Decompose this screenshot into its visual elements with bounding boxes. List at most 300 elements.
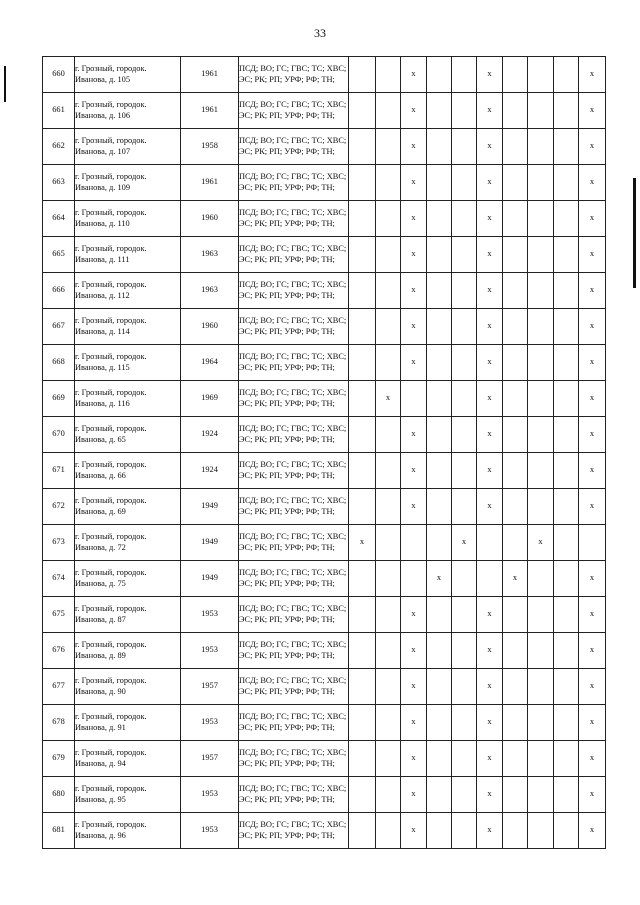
year-cell: 1958 — [181, 129, 239, 165]
table-row — [43, 705, 606, 741]
mark-cell-3: x — [401, 93, 427, 129]
year-cell: 1961 — [181, 165, 239, 201]
mark-cell-5 — [452, 237, 477, 273]
register-table — [42, 56, 606, 849]
mark-cell-6: x — [477, 93, 503, 129]
mark-cell-7 — [503, 597, 528, 633]
mark-cell-7 — [503, 93, 528, 129]
table-row — [43, 57, 606, 93]
mark-cell-4 — [427, 597, 452, 633]
mark-cell-8 — [528, 705, 554, 741]
mark-cell-5 — [452, 777, 477, 813]
mark-cell-5 — [452, 705, 477, 741]
mark-cell-8 — [528, 777, 554, 813]
row-number-cell: 670 — [43, 417, 75, 453]
row-number-cell: 673 — [43, 525, 75, 561]
address-cell: г. Грозный, городок. Иванова, д. 116 — [75, 381, 181, 417]
row-number-cell: 664 — [43, 201, 75, 237]
address-cell: г. Грозный, городок. Иванова, д. 65 — [75, 417, 181, 453]
mark-cell-1 — [349, 813, 376, 849]
works-list-cell: ПСД; ВО; ГС; ГВС; ТС; ХВС; ЭС; РК; РП; УРФ; РФ; ТН; — [239, 669, 349, 705]
mark-cell-2: x — [376, 381, 401, 417]
mark-cell-2 — [376, 453, 401, 489]
mark-cell-4 — [427, 129, 452, 165]
mark-cell-10: x — [579, 309, 606, 345]
works-list-cell: ПСД; ВО; ГС; ГВС; ТС; ХВС; ЭС; РК; РП; УРФ; РФ; ТН; — [239, 201, 349, 237]
mark-cell-2 — [376, 345, 401, 381]
works-list-cell: ПСД; ВО; ГС; ГВС; ТС; ХВС; ЭС; РК; РП; УРФ; РФ; ТН; — [239, 741, 349, 777]
table-row — [43, 273, 606, 309]
mark-cell-9 — [554, 309, 579, 345]
mark-cell-10: x — [579, 165, 606, 201]
mark-cell-9 — [554, 597, 579, 633]
mark-cell-8 — [528, 417, 554, 453]
mark-cell-2 — [376, 633, 401, 669]
mark-cell-4 — [427, 237, 452, 273]
mark-cell-1 — [349, 489, 376, 525]
mark-cell-1 — [349, 129, 376, 165]
year-cell: 1961 — [181, 57, 239, 93]
mark-cell-5 — [452, 741, 477, 777]
year-cell: 1949 — [181, 561, 239, 597]
mark-cell-1 — [349, 597, 376, 633]
works-list-cell: ПСД; ВО; ГС; ГВС; ТС; ХВС; ЭС; РК; РП; УРФ; РФ; ТН; — [239, 453, 349, 489]
mark-cell-4 — [427, 705, 452, 741]
mark-cell-5 — [452, 381, 477, 417]
mark-cell-6: x — [477, 57, 503, 93]
mark-cell-8 — [528, 633, 554, 669]
mark-cell-2 — [376, 597, 401, 633]
works-list-cell: ПСД; ВО; ГС; ГВС; ТС; ХВС; ЭС; РК; РП; УРФ; РФ; ТН; — [239, 561, 349, 597]
mark-cell-5 — [452, 813, 477, 849]
mark-cell-4 — [427, 165, 452, 201]
mark-cell-6: x — [477, 417, 503, 453]
works-list-cell: ПСД; ВО; ГС; ГВС; ТС; ХВС; ЭС; РК; РП; УРФ; РФ; ТН; — [239, 345, 349, 381]
address-cell: г. Грозный, городок. Иванова, д. 95 — [75, 777, 181, 813]
mark-cell-2 — [376, 165, 401, 201]
mark-cell-8 — [528, 57, 554, 93]
mark-cell-5 — [452, 417, 477, 453]
mark-cell-6: x — [477, 777, 503, 813]
mark-cell-9 — [554, 201, 579, 237]
page-number: 33 — [314, 26, 326, 40]
address-cell: г. Грозный, городок. Иванова, д. 89 — [75, 633, 181, 669]
mark-cell-3: x — [401, 417, 427, 453]
year-cell: 1949 — [181, 489, 239, 525]
mark-cell-2 — [376, 129, 401, 165]
mark-cell-5 — [452, 93, 477, 129]
mark-cell-3: x — [401, 813, 427, 849]
mark-cell-1 — [349, 705, 376, 741]
year-cell: 1969 — [181, 381, 239, 417]
mark-cell-6: x — [477, 489, 503, 525]
table-row — [43, 309, 606, 345]
mark-cell-1 — [349, 345, 376, 381]
mark-cell-4 — [427, 453, 452, 489]
mark-cell-9 — [554, 237, 579, 273]
mark-cell-7 — [503, 741, 528, 777]
mark-cell-2 — [376, 237, 401, 273]
address-cell: г. Грозный, городок. Иванова, д. 66 — [75, 453, 181, 489]
mark-cell-8 — [528, 201, 554, 237]
mark-cell-7 — [503, 633, 528, 669]
mark-cell-7 — [503, 381, 528, 417]
year-cell: 1953 — [181, 633, 239, 669]
mark-cell-7 — [503, 453, 528, 489]
address-cell: г. Грозный, городок. Иванова, д. 110 — [75, 201, 181, 237]
row-number-cell: 666 — [43, 273, 75, 309]
address-cell: г. Грозный, городок. Иванова, д. 90 — [75, 669, 181, 705]
mark-cell-2 — [376, 669, 401, 705]
mark-cell-5 — [452, 597, 477, 633]
row-number-cell: 669 — [43, 381, 75, 417]
mark-cell-10: x — [579, 237, 606, 273]
address-cell: г. Грозный, городок. Иванова, д. 69 — [75, 489, 181, 525]
mark-cell-10: x — [579, 273, 606, 309]
mark-cell-8 — [528, 237, 554, 273]
mark-cell-1 — [349, 453, 376, 489]
mark-cell-7 — [503, 705, 528, 741]
mark-cell-5 — [452, 633, 477, 669]
mark-cell-7 — [503, 489, 528, 525]
works-list-cell: ПСД; ВО; ГС; ГВС; ТС; ХВС; ЭС; РК; РП; УРФ; РФ; ТН; — [239, 705, 349, 741]
mark-cell-3: x — [401, 741, 427, 777]
mark-cell-3 — [401, 381, 427, 417]
mark-cell-6: x — [477, 453, 503, 489]
mark-cell-3: x — [401, 57, 427, 93]
row-number-cell: 675 — [43, 597, 75, 633]
mark-cell-2 — [376, 705, 401, 741]
mark-cell-3: x — [401, 705, 427, 741]
mark-cell-6: x — [477, 129, 503, 165]
address-cell: г. Грозный, городок. Иванова, д. 109 — [75, 165, 181, 201]
works-list-cell: ПСД; ВО; ГС; ГВС; ТС; ХВС; ЭС; РК; РП; УРФ; РФ; ТН; — [239, 237, 349, 273]
mark-cell-4 — [427, 417, 452, 453]
mark-cell-1 — [349, 417, 376, 453]
year-cell: 1963 — [181, 273, 239, 309]
mark-cell-9 — [554, 453, 579, 489]
mark-cell-4 — [427, 273, 452, 309]
mark-cell-7 — [503, 777, 528, 813]
mark-cell-1 — [349, 561, 376, 597]
mark-cell-3: x — [401, 597, 427, 633]
mark-cell-9 — [554, 93, 579, 129]
mark-cell-7 — [503, 669, 528, 705]
mark-cell-1 — [349, 633, 376, 669]
works-list-cell: ПСД; ВО; ГС; ГВС; ТС; ХВС; ЭС; РК; РП; УРФ; РФ; ТН; — [239, 525, 349, 561]
mark-cell-8 — [528, 813, 554, 849]
mark-cell-8: x — [528, 525, 554, 561]
mark-cell-6: x — [477, 309, 503, 345]
mark-cell-4 — [427, 201, 452, 237]
mark-cell-6: x — [477, 813, 503, 849]
works-list-cell: ПСД; ВО; ГС; ГВС; ТС; ХВС; ЭС; РК; РП; УРФ; РФ; ТН; — [239, 165, 349, 201]
mark-cell-4 — [427, 525, 452, 561]
address-cell: г. Грозный, городок. Иванова, д. 105 — [75, 57, 181, 93]
mark-cell-5 — [452, 669, 477, 705]
table-row — [43, 201, 606, 237]
mark-cell-10: x — [579, 201, 606, 237]
row-number-cell: 660 — [43, 57, 75, 93]
mark-cell-7 — [503, 57, 528, 93]
mark-cell-4: x — [427, 561, 452, 597]
mark-cell-5 — [452, 201, 477, 237]
row-number-cell: 667 — [43, 309, 75, 345]
register-body — [43, 57, 606, 849]
mark-cell-8 — [528, 165, 554, 201]
mark-cell-1 — [349, 381, 376, 417]
address-cell: г. Грозный, городок. Иванова, д. 75 — [75, 561, 181, 597]
mark-cell-5 — [452, 129, 477, 165]
year-cell: 1961 — [181, 93, 239, 129]
mark-cell-8 — [528, 489, 554, 525]
mark-cell-5 — [452, 165, 477, 201]
row-number-cell: 681 — [43, 813, 75, 849]
mark-cell-7 — [503, 237, 528, 273]
year-cell: 1960 — [181, 309, 239, 345]
row-number-cell: 680 — [43, 777, 75, 813]
works-list-cell: ПСД; ВО; ГС; ГВС; ТС; ХВС; ЭС; РК; РП; УРФ; РФ; ТН; — [239, 93, 349, 129]
row-number-cell: 677 — [43, 669, 75, 705]
mark-cell-3: x — [401, 237, 427, 273]
mark-cell-8 — [528, 381, 554, 417]
year-cell: 1924 — [181, 453, 239, 489]
mark-cell-6: x — [477, 345, 503, 381]
mark-cell-9 — [554, 813, 579, 849]
mark-cell-1 — [349, 669, 376, 705]
mark-cell-7 — [503, 165, 528, 201]
address-cell: г. Грозный, городок. Иванова, д. 112 — [75, 273, 181, 309]
mark-cell-7 — [503, 345, 528, 381]
row-number-cell: 674 — [43, 561, 75, 597]
row-number-cell: 668 — [43, 345, 75, 381]
mark-cell-6: x — [477, 201, 503, 237]
mark-cell-9 — [554, 777, 579, 813]
mark-cell-9 — [554, 273, 579, 309]
mark-cell-8 — [528, 345, 554, 381]
mark-cell-10 — [579, 525, 606, 561]
mark-cell-3 — [401, 525, 427, 561]
mark-cell-2 — [376, 813, 401, 849]
mark-cell-1 — [349, 741, 376, 777]
mark-cell-2 — [376, 57, 401, 93]
year-cell: 1953 — [181, 813, 239, 849]
address-cell: г. Грозный, городок. Иванова, д. 114 — [75, 309, 181, 345]
mark-cell-2 — [376, 489, 401, 525]
address-cell: г. Грозный, городок. Иванова, д. 87 — [75, 597, 181, 633]
mark-cell-7 — [503, 273, 528, 309]
table-row — [43, 741, 606, 777]
mark-cell-2 — [376, 201, 401, 237]
works-list-cell: ПСД; ВО; ГС; ГВС; ТС; ХВС; ЭС; РК; РП; УРФ; РФ; ТН; — [239, 273, 349, 309]
year-cell: 1953 — [181, 597, 239, 633]
mark-cell-10: x — [579, 705, 606, 741]
mark-cell-2 — [376, 273, 401, 309]
mark-cell-6: x — [477, 237, 503, 273]
scan-edge-mark-right — [633, 178, 636, 288]
mark-cell-3: x — [401, 777, 427, 813]
mark-cell-10: x — [579, 741, 606, 777]
mark-cell-2 — [376, 777, 401, 813]
mark-cell-4 — [427, 57, 452, 93]
row-number-cell: 661 — [43, 93, 75, 129]
mark-cell-8 — [528, 93, 554, 129]
works-list-cell: ПСД; ВО; ГС; ГВС; ТС; ХВС; ЭС; РК; РП; УРФ; РФ; ТН; — [239, 597, 349, 633]
mark-cell-6: x — [477, 633, 503, 669]
mark-cell-1 — [349, 165, 376, 201]
mark-cell-7 — [503, 129, 528, 165]
mark-cell-9 — [554, 561, 579, 597]
mark-cell-6: x — [477, 165, 503, 201]
table-row — [43, 525, 606, 561]
address-cell: г. Грозный, городок. Иванова, д. 96 — [75, 813, 181, 849]
mark-cell-8 — [528, 129, 554, 165]
mark-cell-3: x — [401, 309, 427, 345]
mark-cell-10: x — [579, 489, 606, 525]
mark-cell-10: x — [579, 597, 606, 633]
mark-cell-4 — [427, 741, 452, 777]
mark-cell-5 — [452, 273, 477, 309]
mark-cell-8 — [528, 453, 554, 489]
row-number-cell: 662 — [43, 129, 75, 165]
mark-cell-9 — [554, 669, 579, 705]
mark-cell-4 — [427, 345, 452, 381]
mark-cell-4 — [427, 489, 452, 525]
mark-cell-3: x — [401, 453, 427, 489]
mark-cell-6: x — [477, 669, 503, 705]
mark-cell-4 — [427, 777, 452, 813]
table-row — [43, 345, 606, 381]
mark-cell-4 — [427, 669, 452, 705]
mark-cell-3: x — [401, 345, 427, 381]
row-number-cell: 676 — [43, 633, 75, 669]
table-row — [43, 165, 606, 201]
mark-cell-5 — [452, 453, 477, 489]
mark-cell-10: x — [579, 813, 606, 849]
year-cell: 1960 — [181, 201, 239, 237]
year-cell: 1949 — [181, 525, 239, 561]
works-list-cell: ПСД; ВО; ГС; ГВС; ТС; ХВС; ЭС; РК; РП; УРФ; РФ; ТН; — [239, 381, 349, 417]
row-number-cell: 663 — [43, 165, 75, 201]
mark-cell-3: x — [401, 489, 427, 525]
mark-cell-1 — [349, 237, 376, 273]
mark-cell-4 — [427, 813, 452, 849]
mark-cell-3: x — [401, 273, 427, 309]
mark-cell-3: x — [401, 165, 427, 201]
scan-edge-mark-left — [4, 66, 6, 102]
row-number-cell: 665 — [43, 237, 75, 273]
table-row — [43, 417, 606, 453]
mark-cell-1 — [349, 57, 376, 93]
mark-cell-10: x — [579, 129, 606, 165]
mark-cell-10: x — [579, 777, 606, 813]
mark-cell-2 — [376, 741, 401, 777]
works-list-cell: ПСД; ВО; ГС; ГВС; ТС; ХВС; ЭС; РК; РП; УРФ; РФ; ТН; — [239, 633, 349, 669]
mark-cell-7 — [503, 813, 528, 849]
table-row — [43, 633, 606, 669]
mark-cell-10: x — [579, 453, 606, 489]
mark-cell-5: x — [452, 525, 477, 561]
year-cell: 1957 — [181, 669, 239, 705]
works-list-cell: ПСД; ВО; ГС; ГВС; ТС; ХВС; ЭС; РК; РП; УРФ; РФ; ТН; — [239, 57, 349, 93]
mark-cell-10: x — [579, 93, 606, 129]
mark-cell-3: x — [401, 129, 427, 165]
mark-cell-10: x — [579, 381, 606, 417]
row-number-cell: 672 — [43, 489, 75, 525]
row-number-cell: 679 — [43, 741, 75, 777]
mark-cell-1 — [349, 93, 376, 129]
mark-cell-8 — [528, 597, 554, 633]
table-row — [43, 561, 606, 597]
mark-cell-2 — [376, 309, 401, 345]
table-row — [43, 597, 606, 633]
year-cell: 1964 — [181, 345, 239, 381]
row-number-cell: 678 — [43, 705, 75, 741]
mark-cell-3: x — [401, 633, 427, 669]
works-list-cell: ПСД; ВО; ГС; ГВС; ТС; ХВС; ЭС; РК; РП; УРФ; РФ; ТН; — [239, 813, 349, 849]
mark-cell-2 — [376, 561, 401, 597]
mark-cell-8 — [528, 561, 554, 597]
mark-cell-7 — [503, 309, 528, 345]
works-list-cell: ПСД; ВО; ГС; ГВС; ТС; ХВС; ЭС; РК; РП; УРФ; РФ; ТН; — [239, 309, 349, 345]
mark-cell-9 — [554, 489, 579, 525]
mark-cell-1 — [349, 309, 376, 345]
mark-cell-1: x — [349, 525, 376, 561]
mark-cell-2 — [376, 417, 401, 453]
mark-cell-10: x — [579, 669, 606, 705]
table-row — [43, 813, 606, 849]
mark-cell-6: x — [477, 381, 503, 417]
mark-cell-1 — [349, 777, 376, 813]
mark-cell-9 — [554, 57, 579, 93]
mark-cell-10: x — [579, 57, 606, 93]
year-cell: 1953 — [181, 777, 239, 813]
table-row — [43, 129, 606, 165]
address-cell: г. Грозный, городок. Иванова, д. 91 — [75, 705, 181, 741]
mark-cell-5 — [452, 309, 477, 345]
mark-cell-1 — [349, 201, 376, 237]
works-list-cell: ПСД; ВО; ГС; ГВС; ТС; ХВС; ЭС; РК; РП; УРФ; РФ; ТН; — [239, 129, 349, 165]
mark-cell-9 — [554, 525, 579, 561]
table-row — [43, 237, 606, 273]
mark-cell-4 — [427, 633, 452, 669]
address-cell: г. Грозный, городок. Иванова, д. 94 — [75, 741, 181, 777]
mark-cell-1 — [349, 273, 376, 309]
mark-cell-10: x — [579, 417, 606, 453]
mark-cell-4 — [427, 93, 452, 129]
mark-cell-3: x — [401, 201, 427, 237]
table-row — [43, 453, 606, 489]
table-row — [43, 489, 606, 525]
mark-cell-9 — [554, 705, 579, 741]
mark-cell-3 — [401, 561, 427, 597]
mark-cell-2 — [376, 93, 401, 129]
mark-cell-5 — [452, 57, 477, 93]
mark-cell-6: x — [477, 273, 503, 309]
mark-cell-9 — [554, 345, 579, 381]
mark-cell-10: x — [579, 345, 606, 381]
mark-cell-3: x — [401, 669, 427, 705]
address-cell: г. Грозный, городок. Иванова, д. 111 — [75, 237, 181, 273]
mark-cell-5 — [452, 489, 477, 525]
mark-cell-7 — [503, 417, 528, 453]
mark-cell-9 — [554, 633, 579, 669]
works-list-cell: ПСД; ВО; ГС; ГВС; ТС; ХВС; ЭС; РК; РП; УРФ; РФ; ТН; — [239, 777, 349, 813]
mark-cell-6: x — [477, 705, 503, 741]
mark-cell-2 — [376, 525, 401, 561]
mark-cell-6 — [477, 561, 503, 597]
year-cell: 1953 — [181, 705, 239, 741]
